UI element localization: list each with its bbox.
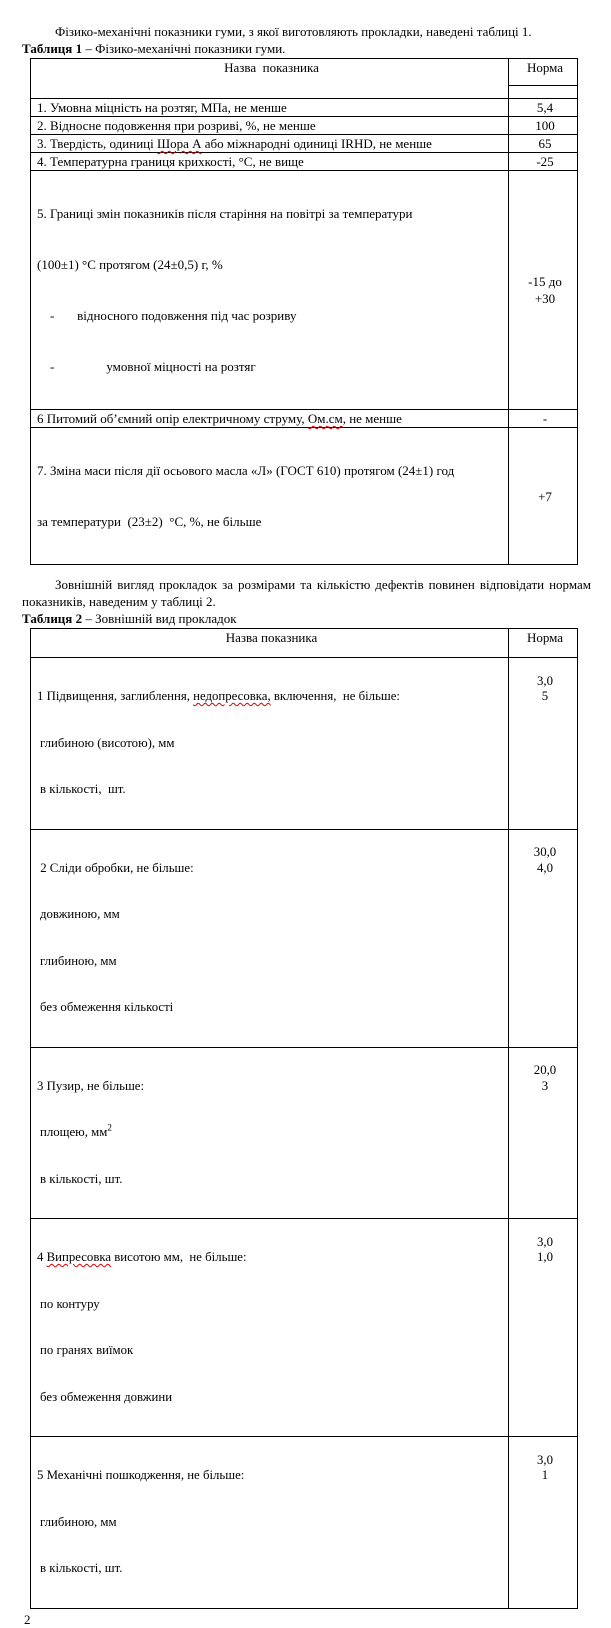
row-name bbox=[31, 658, 509, 830]
table1-caption-label: Таблиця 1 bbox=[22, 41, 83, 56]
row-name-text: або міжнародні одиниці IRHD, не менше bbox=[201, 136, 432, 151]
row-name-text: включення, не більше: bbox=[270, 689, 400, 703]
misspelled-word: Випресовка bbox=[46, 1250, 112, 1264]
table1-caption-text: – Фізико-механічні показники гуми. bbox=[82, 41, 286, 56]
table1-header-name: Назва показника bbox=[31, 59, 509, 99]
row-norm-line bbox=[515, 876, 575, 892]
row-name bbox=[31, 1047, 509, 1219]
table2-caption bbox=[22, 610, 611, 627]
row-norm: 5,4 bbox=[509, 99, 578, 117]
row-name-text: площею, мм bbox=[40, 1125, 108, 1139]
row-name bbox=[31, 1437, 509, 1609]
row-name-line: глибиною (висотою), мм bbox=[40, 735, 175, 750]
row-norm-line: 1 bbox=[541, 1468, 549, 1482]
intro-paragraph: Фізико-механічні показники гуми, з якої виготовляють прокладки, наведені таблиці 1. bbox=[55, 24, 532, 39]
row-name-line: в кількості, шт. bbox=[40, 1171, 123, 1186]
row-norm-line bbox=[515, 1266, 575, 1282]
row-name-line: за температури (23±2) °С, %, не більше bbox=[37, 514, 262, 529]
row-name-text: 6 Питомий об’ємний опір електричному струму, bbox=[37, 411, 308, 426]
table2-header-name: Назва показника bbox=[31, 629, 509, 658]
row-name bbox=[31, 171, 509, 410]
table-row bbox=[31, 829, 578, 1047]
row-norm: 65 bbox=[509, 135, 578, 153]
table-row bbox=[31, 410, 578, 428]
table1-header-norm-sub bbox=[509, 86, 578, 99]
row-name bbox=[31, 428, 509, 565]
table2-header-row bbox=[31, 629, 578, 658]
row-norm-line bbox=[515, 1048, 575, 1064]
table1 bbox=[30, 58, 578, 565]
row-norm-line: -15 до bbox=[528, 274, 562, 289]
page-number: 2 bbox=[24, 1611, 31, 1627]
misspelled-word: Ом.см bbox=[307, 411, 343, 426]
row-norm bbox=[509, 658, 578, 830]
row-name-line: довжиною, мм bbox=[40, 907, 120, 921]
row-norm-line: 20,0 bbox=[533, 1063, 557, 1077]
row-name-line: по контуру bbox=[40, 1296, 100, 1311]
row-norm-line: 5 bbox=[541, 689, 549, 703]
table-row bbox=[31, 658, 578, 830]
row-norm-line: 3 bbox=[541, 1078, 549, 1093]
table1-header-norm: Норма bbox=[509, 59, 578, 86]
table2 bbox=[30, 628, 578, 1609]
row-norm bbox=[509, 1047, 578, 1219]
row-name-line: в кількості, шт. bbox=[40, 1561, 123, 1575]
row-name: 4. Температурна границя крихкості, °С, не вище bbox=[31, 153, 509, 171]
row-name-line: 2 Сліди обробки, не більше: bbox=[37, 860, 194, 875]
table-row bbox=[31, 1219, 578, 1437]
table-row bbox=[31, 1437, 578, 1609]
row-name-line: 3 Пузир, не більше: bbox=[37, 1078, 145, 1093]
superscript: 2 bbox=[107, 1122, 112, 1133]
row-norm: - bbox=[509, 410, 578, 428]
row-name-line: 5 Механічні пошкодження, не більше: bbox=[37, 1468, 245, 1482]
row-norm-line bbox=[515, 830, 575, 846]
row-name bbox=[31, 410, 509, 428]
row-name-line: глибиною, мм bbox=[40, 1514, 117, 1529]
row-name-text: 4 bbox=[37, 1250, 47, 1264]
row-name-text: 3. Твердість, одиниці bbox=[37, 136, 157, 151]
row-name-line: 7. Зміна маси після дії осьового масла «Л» (ГОСТ 610) протягом (24±1) год bbox=[37, 463, 455, 478]
row-name-line bbox=[37, 1250, 506, 1266]
row-name: 2. Відносне подовження при розриві, %, не менше bbox=[31, 117, 509, 135]
table-row bbox=[31, 99, 578, 117]
row-name bbox=[31, 829, 509, 1047]
row-name-line: по гранях виїмок bbox=[40, 1343, 134, 1357]
row-norm-line: 30,0 bbox=[533, 845, 557, 859]
row-name-line: в кількості, шт. bbox=[40, 782, 126, 796]
table-row bbox=[31, 135, 578, 153]
row-name bbox=[31, 1219, 509, 1437]
row-name-line: (100±1) °С протягом (24±0,5) г, % bbox=[37, 257, 223, 272]
row-name-line: 5. Границі змін показників після старіння на повітрі за температури bbox=[37, 206, 413, 221]
row-norm-line bbox=[515, 658, 575, 674]
row-name-text: , не менше bbox=[342, 411, 402, 426]
misspelled-word: недопресовка, bbox=[193, 689, 271, 703]
row-norm-line bbox=[515, 1219, 575, 1235]
row-name-line: без обмеження кількості bbox=[40, 1000, 174, 1014]
row-norm bbox=[509, 171, 578, 410]
table2-header-norm: Норма bbox=[509, 629, 578, 658]
row-name-line: - умовної міцності на розтяг bbox=[37, 359, 256, 374]
row-name-line: без обмеження довжини bbox=[40, 1389, 173, 1404]
row-name-line: глибиною, мм bbox=[40, 953, 117, 968]
row-norm-line: 1,0 bbox=[537, 1250, 553, 1264]
row-norm-line: 3,0 bbox=[537, 673, 553, 688]
row-name-line bbox=[37, 689, 506, 705]
row-norm-line: +30 bbox=[534, 291, 556, 306]
table2-caption-label: Таблиця 2 bbox=[22, 611, 83, 626]
table1-caption bbox=[22, 40, 611, 57]
row-name-text: висотою мм, не більше: bbox=[111, 1250, 247, 1264]
row-norm bbox=[509, 1437, 578, 1609]
row-norm: +7 bbox=[509, 428, 578, 565]
middle-paragraph: Зовнішній вигляд прокладок за розмірами та кількістю дефектів повинен відповідати нормам показників, наведеним у таблиці 2. bbox=[22, 577, 591, 609]
row-name: 1. Умовна міцність на розтяг, МПа, не менше bbox=[31, 99, 509, 117]
row-name-text: 1 Підвищення, заглиблення, bbox=[37, 689, 194, 703]
row-name-line: - відносного подовження під час розриву bbox=[37, 308, 297, 323]
row-norm-line: 4,0 bbox=[537, 860, 553, 875]
table-row bbox=[31, 153, 578, 171]
row-norm-line: 3,0 bbox=[537, 1452, 553, 1467]
row-norm bbox=[509, 829, 578, 1047]
document-page bbox=[0, 23, 611, 1627]
row-norm-line: 3,0 bbox=[537, 1234, 553, 1249]
table-row bbox=[31, 428, 578, 565]
row-name-line bbox=[37, 1122, 506, 1141]
misspelled-word: Шора А bbox=[157, 136, 202, 151]
row-norm: -25 bbox=[509, 153, 578, 171]
row-norm-line bbox=[515, 1437, 575, 1453]
row-norm: 100 bbox=[509, 117, 578, 135]
table-row bbox=[31, 117, 578, 135]
table-row bbox=[31, 171, 578, 410]
row-norm bbox=[509, 1219, 578, 1437]
table1-header-row bbox=[31, 59, 578, 86]
table-row bbox=[31, 1047, 578, 1219]
row-name bbox=[31, 135, 509, 153]
table2-caption-text: – Зовнішній вид прокладок bbox=[82, 611, 237, 626]
